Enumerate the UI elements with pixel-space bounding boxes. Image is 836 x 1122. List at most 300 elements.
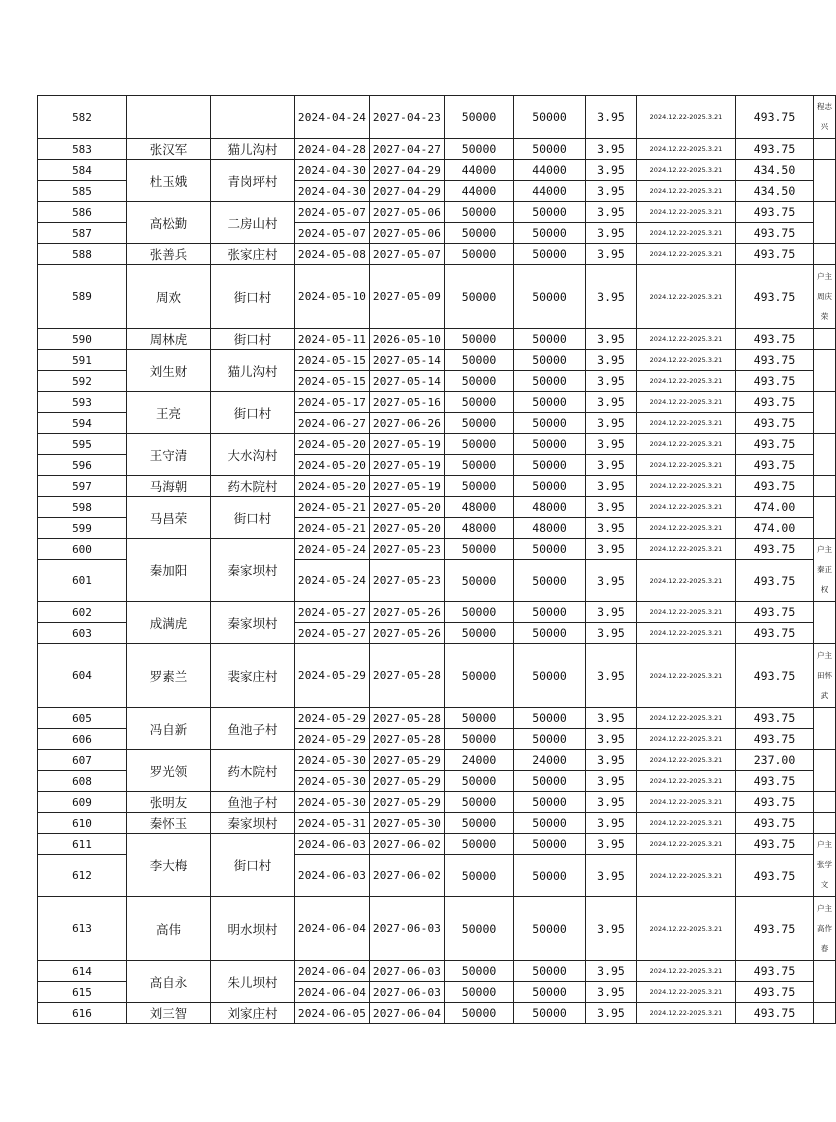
loan-end-date-cell: 2027-05-23 [370,539,445,560]
borrower-name-cell: 张汉军 [127,139,211,160]
village-cell: 街口村 [211,329,295,350]
table-row [38,792,836,813]
loan-end-date-cell: 2027-06-03 [370,961,445,982]
loan-amount-cell: 50000 [445,792,514,813]
interest-amount-cell: 493.75 [736,223,814,244]
row-number-cell: 595 [38,434,127,455]
loan-end-date-cell: 2027-06-02 [370,855,445,897]
loan-start-date-cell: 2024-05-24 [295,560,370,602]
table-row [38,602,836,623]
interest-amount-cell: 493.75 [736,476,814,497]
table-row [38,329,836,350]
loan-end-date-cell: 2027-06-02 [370,834,445,855]
loan-amount-cell: 50000 [445,455,514,476]
interest-amount-cell: 493.75 [736,623,814,644]
interest-rate-cell: 3.95 [586,265,637,329]
loan-start-date-cell: 2024-05-20 [295,434,370,455]
interest-amount-cell: 493.75 [736,244,814,265]
loan-balance-cell: 50000 [514,560,586,602]
loan-start-date-cell: 2024-04-24 [295,96,370,139]
loan-amount-cell: 50000 [445,602,514,623]
loan-balance-cell: 50000 [514,392,586,413]
loan-balance-cell: 50000 [514,855,586,897]
loan-end-date-cell: 2027-06-03 [370,897,445,961]
interest-rate-cell: 3.95 [586,371,637,392]
remark-text: 程志兴 [817,102,832,131]
interest-amount-cell: 493.75 [736,897,814,961]
borrower-name-cell: 成满虎 [127,602,211,644]
interest-period-cell: 2024.12.22-2025.3.21 [637,708,736,729]
interest-period-cell: 2024.12.22-2025.3.21 [637,371,736,392]
interest-period-cell: 2024.12.22-2025.3.21 [637,897,736,961]
loan-amount-cell: 50000 [445,897,514,961]
interest-amount-cell: 493.75 [736,813,814,834]
interest-rate-cell: 3.95 [586,223,637,244]
row-number-cell: 608 [38,771,127,792]
table-row [38,476,836,497]
interest-period-cell: 2024.12.22-2025.3.21 [637,729,736,750]
interest-amount-cell: 493.75 [736,455,814,476]
interest-period-cell: 2024.12.22-2025.3.21 [637,750,736,771]
interest-period-cell: 2024.12.22-2025.3.21 [637,139,736,160]
interest-period-cell: 2024.12.22-2025.3.21 [637,455,736,476]
interest-amount-cell: 493.75 [736,539,814,560]
borrower-name-cell: 周林虎 [127,329,211,350]
borrower-name-cell [127,96,211,139]
row-number-cell: 590 [38,329,127,350]
row-number-cell: 603 [38,623,127,644]
village-cell: 大水沟村 [211,434,295,476]
loan-end-date-cell: 2027-05-26 [370,623,445,644]
loan-start-date-cell: 2024-05-21 [295,518,370,539]
interest-rate-cell: 3.95 [586,160,637,181]
loan-balance-cell: 50000 [514,244,586,265]
interest-period-cell: 2024.12.22-2025.3.21 [637,202,736,223]
loan-start-date-cell: 2024-06-04 [295,961,370,982]
interest-amount-cell: 493.75 [736,434,814,455]
interest-amount-cell: 493.75 [736,855,814,897]
loan-amount-cell: 44000 [445,160,514,181]
loan-start-date-cell: 2024-05-29 [295,729,370,750]
remark-cell [814,497,836,539]
interest-rate-cell: 3.95 [586,413,637,434]
table-row [38,139,836,160]
row-number-cell: 609 [38,792,127,813]
loan-balance-cell: 50000 [514,139,586,160]
table-row [38,265,836,329]
loan-end-date-cell: 2027-06-03 [370,982,445,1003]
loan-amount-cell: 50000 [445,729,514,750]
loan-end-date-cell: 2027-04-29 [370,160,445,181]
remark-text: 户主张学文 [817,840,832,889]
loan-end-date-cell: 2027-05-29 [370,792,445,813]
village-cell: 张家庄村 [211,244,295,265]
remark-cell [814,602,836,644]
table-row [38,644,836,708]
interest-amount-cell: 434.50 [736,160,814,181]
loan-amount-cell: 50000 [445,244,514,265]
row-number-cell: 589 [38,265,127,329]
interest-amount-cell: 493.75 [736,771,814,792]
interest-period-cell: 2024.12.22-2025.3.21 [637,560,736,602]
interest-amount-cell: 237.00 [736,750,814,771]
interest-rate-cell: 3.95 [586,708,637,729]
loan-amount-cell: 48000 [445,518,514,539]
village-cell: 秦家坝村 [211,539,295,602]
interest-amount-cell: 493.75 [736,329,814,350]
interest-amount-cell: 493.75 [736,729,814,750]
table-row [38,497,836,518]
row-number-cell: 606 [38,729,127,750]
loan-balance-cell: 50000 [514,708,586,729]
interest-rate-cell: 3.95 [586,1003,637,1024]
loan-start-date-cell: 2024-05-27 [295,602,370,623]
remark-cell [814,961,836,1003]
table-row [38,392,836,413]
interest-period-cell: 2024.12.22-2025.3.21 [637,982,736,1003]
interest-rate-cell: 3.95 [586,792,637,813]
borrower-name-cell: 高自永 [127,961,211,1003]
loan-end-date-cell: 2027-04-29 [370,181,445,202]
borrower-name-cell: 王守清 [127,434,211,476]
loan-end-date-cell: 2027-05-14 [370,371,445,392]
remark-cell [814,792,836,813]
interest-rate-cell: 3.95 [586,602,637,623]
borrower-name-cell: 罗光领 [127,750,211,792]
loan-balance-cell: 50000 [514,476,586,497]
loan-balance-cell: 50000 [514,539,586,560]
row-number-cell: 588 [38,244,127,265]
loan-balance-cell: 50000 [514,96,586,139]
interest-period-cell: 2024.12.22-2025.3.21 [637,244,736,265]
loan-balance-cell: 50000 [514,413,586,434]
village-cell: 药木院村 [211,476,295,497]
interest-rate-cell: 3.95 [586,539,637,560]
loan-balance-cell: 48000 [514,497,586,518]
interest-rate-cell: 3.95 [586,434,637,455]
loan-start-date-cell: 2024-05-29 [295,644,370,708]
interest-amount-cell: 493.75 [736,202,814,223]
remark-cell [814,897,836,961]
interest-period-cell: 2024.12.22-2025.3.21 [637,434,736,455]
interest-amount-cell: 493.75 [736,708,814,729]
loan-balance-cell: 50000 [514,813,586,834]
loan-start-date-cell: 2024-05-31 [295,813,370,834]
interest-amount-cell: 493.75 [736,834,814,855]
interest-amount-cell: 493.75 [736,413,814,434]
borrower-name-cell: 冯自新 [127,708,211,750]
loan-amount-cell: 50000 [445,623,514,644]
loan-start-date-cell: 2024-04-28 [295,139,370,160]
row-number-cell: 592 [38,371,127,392]
loan-balance-cell: 50000 [514,202,586,223]
loan-balance-cell: 50000 [514,961,586,982]
village-cell: 街口村 [211,497,295,539]
village-cell: 街口村 [211,265,295,329]
remark-cell [814,265,836,329]
village-cell: 鱼池子村 [211,792,295,813]
interest-period-cell: 2024.12.22-2025.3.21 [637,265,736,329]
row-number-cell: 596 [38,455,127,476]
row-number-cell: 594 [38,413,127,434]
interest-rate-cell: 3.95 [586,96,637,139]
loan-balance-cell: 44000 [514,160,586,181]
interest-period-cell: 2024.12.22-2025.3.21 [637,181,736,202]
row-number-cell: 599 [38,518,127,539]
village-cell: 秦家坝村 [211,813,295,834]
row-number-cell: 616 [38,1003,127,1024]
loan-balance-cell: 50000 [514,771,586,792]
row-number-cell: 591 [38,350,127,371]
loan-balance-cell: 50000 [514,223,586,244]
loan-start-date-cell: 2024-06-27 [295,413,370,434]
borrower-name-cell: 张明友 [127,792,211,813]
loan-amount-cell: 50000 [445,202,514,223]
interest-amount-cell: 493.75 [736,961,814,982]
loan-amount-cell: 48000 [445,497,514,518]
loan-amount-cell: 50000 [445,434,514,455]
remark-cell [814,476,836,497]
interest-period-cell: 2024.12.22-2025.3.21 [637,518,736,539]
loan-start-date-cell: 2024-05-20 [295,455,370,476]
village-cell: 刘家庄村 [211,1003,295,1024]
loan-end-date-cell: 2027-05-09 [370,265,445,329]
interest-period-cell: 2024.12.22-2025.3.21 [637,223,736,244]
loan-balance-cell: 50000 [514,371,586,392]
table-row [38,750,836,771]
table-row [38,202,836,223]
borrower-name-cell: 秦加阳 [127,539,211,602]
loan-amount-cell: 50000 [445,644,514,708]
remark-cell [814,750,836,792]
loan-start-date-cell: 2024-05-08 [295,244,370,265]
loan-balance-cell: 24000 [514,750,586,771]
borrower-name-cell: 刘三智 [127,1003,211,1024]
loan-amount-cell: 50000 [445,392,514,413]
loan-end-date-cell: 2027-05-06 [370,202,445,223]
borrower-name-cell: 马昌荣 [127,497,211,539]
remark-cell [814,813,836,834]
loan-amount-cell: 50000 [445,139,514,160]
village-cell: 猫儿沟村 [211,139,295,160]
loan-end-date-cell: 2027-05-07 [370,244,445,265]
interest-period-cell: 2024.12.22-2025.3.21 [637,961,736,982]
row-number-cell: 607 [38,750,127,771]
borrower-name-cell: 周欢 [127,265,211,329]
loan-amount-cell: 50000 [445,476,514,497]
borrower-name-cell: 王亮 [127,392,211,434]
row-number-cell: 598 [38,497,127,518]
remark-cell [814,392,836,434]
row-number-cell: 586 [38,202,127,223]
loan-end-date-cell: 2027-05-19 [370,455,445,476]
loan-balance-cell: 50000 [514,792,586,813]
remark-cell [814,202,836,244]
loan-start-date-cell: 2024-05-29 [295,708,370,729]
interest-amount-cell: 474.00 [736,497,814,518]
loan-end-date-cell: 2027-04-23 [370,96,445,139]
village-cell: 药木院村 [211,750,295,792]
row-number-cell: 613 [38,897,127,961]
row-number-cell: 604 [38,644,127,708]
borrower-name-cell: 马海朝 [127,476,211,497]
row-number-cell: 612 [38,855,127,897]
table-row [38,539,836,560]
loan-end-date-cell: 2027-05-16 [370,392,445,413]
loan-balance-cell: 50000 [514,265,586,329]
remark-cell [814,434,836,476]
table-row [38,160,836,181]
village-cell: 明水坝村 [211,897,295,961]
interest-amount-cell: 493.75 [736,602,814,623]
loan-start-date-cell: 2024-06-05 [295,1003,370,1024]
remark-cell [814,329,836,350]
remark-cell [814,1003,836,1024]
loan-start-date-cell: 2024-05-30 [295,792,370,813]
borrower-name-cell: 李大梅 [127,834,211,897]
loan-start-date-cell: 2024-05-30 [295,750,370,771]
interest-rate-cell: 3.95 [586,771,637,792]
row-number-cell: 593 [38,392,127,413]
loan-start-date-cell: 2024-04-30 [295,181,370,202]
interest-rate-cell: 3.95 [586,455,637,476]
interest-rate-cell: 3.95 [586,623,637,644]
loan-amount-cell: 24000 [445,750,514,771]
interest-period-cell: 2024.12.22-2025.3.21 [637,1003,736,1024]
row-number-cell: 611 [38,834,127,855]
loan-amount-cell: 50000 [445,855,514,897]
row-number-cell: 600 [38,539,127,560]
remark-cell [814,96,836,139]
village-cell: 裴家庄村 [211,644,295,708]
village-cell: 青岗坪村 [211,160,295,202]
interest-period-cell: 2024.12.22-2025.3.21 [637,644,736,708]
interest-amount-cell: 493.75 [736,96,814,139]
loan-interest-table [37,95,836,1024]
borrower-name-cell: 刘生财 [127,350,211,392]
interest-amount-cell: 493.75 [736,265,814,329]
loan-start-date-cell: 2024-05-07 [295,202,370,223]
loan-end-date-cell: 2027-05-20 [370,518,445,539]
row-number-cell: 614 [38,961,127,982]
interest-amount-cell: 493.75 [736,371,814,392]
loan-end-date-cell: 2027-05-29 [370,771,445,792]
loan-end-date-cell: 2027-05-20 [370,497,445,518]
loan-balance-cell: 50000 [514,350,586,371]
loan-amount-cell: 50000 [445,371,514,392]
loan-balance-cell: 44000 [514,181,586,202]
loan-start-date-cell: 2024-05-21 [295,497,370,518]
table-row [38,434,836,455]
interest-rate-cell: 3.95 [586,560,637,602]
interest-rate-cell: 3.95 [586,202,637,223]
loan-end-date-cell: 2027-05-29 [370,750,445,771]
borrower-name-cell: 张善兵 [127,244,211,265]
loan-start-date-cell: 2024-05-07 [295,223,370,244]
loan-amount-cell: 50000 [445,1003,514,1024]
loan-balance-cell: 48000 [514,518,586,539]
interest-period-cell: 2024.12.22-2025.3.21 [637,497,736,518]
village-cell: 街口村 [211,392,295,434]
interest-rate-cell: 3.95 [586,982,637,1003]
loan-end-date-cell: 2027-05-28 [370,729,445,750]
loan-start-date-cell: 2024-06-04 [295,982,370,1003]
interest-rate-cell: 3.95 [586,961,637,982]
interest-period-cell: 2024.12.22-2025.3.21 [637,96,736,139]
remark-cell [814,708,836,750]
interest-period-cell: 2024.12.22-2025.3.21 [637,623,736,644]
remark-cell [814,350,836,392]
interest-period-cell: 2024.12.22-2025.3.21 [637,834,736,855]
village-cell: 街口村 [211,834,295,897]
interest-rate-cell: 3.95 [586,497,637,518]
loan-amount-cell: 50000 [445,350,514,371]
loan-start-date-cell: 2024-05-30 [295,771,370,792]
table-row [38,96,836,139]
loan-balance-cell: 50000 [514,644,586,708]
table-row [38,708,836,729]
loan-amount-cell: 50000 [445,413,514,434]
interest-period-cell: 2024.12.22-2025.3.21 [637,813,736,834]
interest-period-cell: 2024.12.22-2025.3.21 [637,476,736,497]
loan-end-date-cell: 2027-05-14 [370,350,445,371]
remark-cell [814,244,836,265]
row-number-cell: 615 [38,982,127,1003]
loan-end-date-cell: 2027-05-23 [370,560,445,602]
interest-rate-cell: 3.95 [586,897,637,961]
interest-period-cell: 2024.12.22-2025.3.21 [637,329,736,350]
remark-text: 户主高作春 [817,903,832,953]
borrower-name-cell: 秦怀玉 [127,813,211,834]
loan-balance-cell: 50000 [514,434,586,455]
interest-rate-cell: 3.95 [586,855,637,897]
village-cell [211,96,295,139]
loan-end-date-cell: 2027-05-19 [370,434,445,455]
loan-start-date-cell: 2024-05-27 [295,623,370,644]
interest-amount-cell: 493.75 [736,1003,814,1024]
village-cell: 二房山村 [211,202,295,244]
table-row [38,350,836,371]
interest-period-cell: 2024.12.22-2025.3.21 [637,350,736,371]
loan-end-date-cell: 2027-06-26 [370,413,445,434]
loan-start-date-cell: 2024-05-17 [295,392,370,413]
loan-start-date-cell: 2024-06-03 [295,834,370,855]
loan-end-date-cell: 2027-05-28 [370,708,445,729]
interest-amount-cell: 493.75 [736,350,814,371]
interest-rate-cell: 3.95 [586,244,637,265]
loan-end-date-cell: 2027-06-04 [370,1003,445,1024]
interest-period-cell: 2024.12.22-2025.3.21 [637,855,736,897]
loan-amount-cell: 50000 [445,96,514,139]
interest-rate-cell: 3.95 [586,729,637,750]
interest-amount-cell: 493.75 [736,644,814,708]
row-number-cell: 602 [38,602,127,623]
remark-text: 户主周庆荣 [817,271,832,321]
loan-start-date-cell: 2024-05-20 [295,476,370,497]
loan-start-date-cell: 2024-05-24 [295,539,370,560]
loan-end-date-cell: 2027-05-30 [370,813,445,834]
borrower-name-cell: 杜玉娥 [127,160,211,202]
loan-amount-cell: 50000 [445,539,514,560]
village-cell: 猫儿沟村 [211,350,295,392]
interest-rate-cell: 3.95 [586,834,637,855]
interest-rate-cell: 3.95 [586,518,637,539]
loan-start-date-cell: 2024-05-15 [295,371,370,392]
loan-end-date-cell: 2027-05-28 [370,644,445,708]
interest-period-cell: 2024.12.22-2025.3.21 [637,792,736,813]
loan-end-date-cell: 2027-04-27 [370,139,445,160]
row-number-cell: 601 [38,560,127,602]
